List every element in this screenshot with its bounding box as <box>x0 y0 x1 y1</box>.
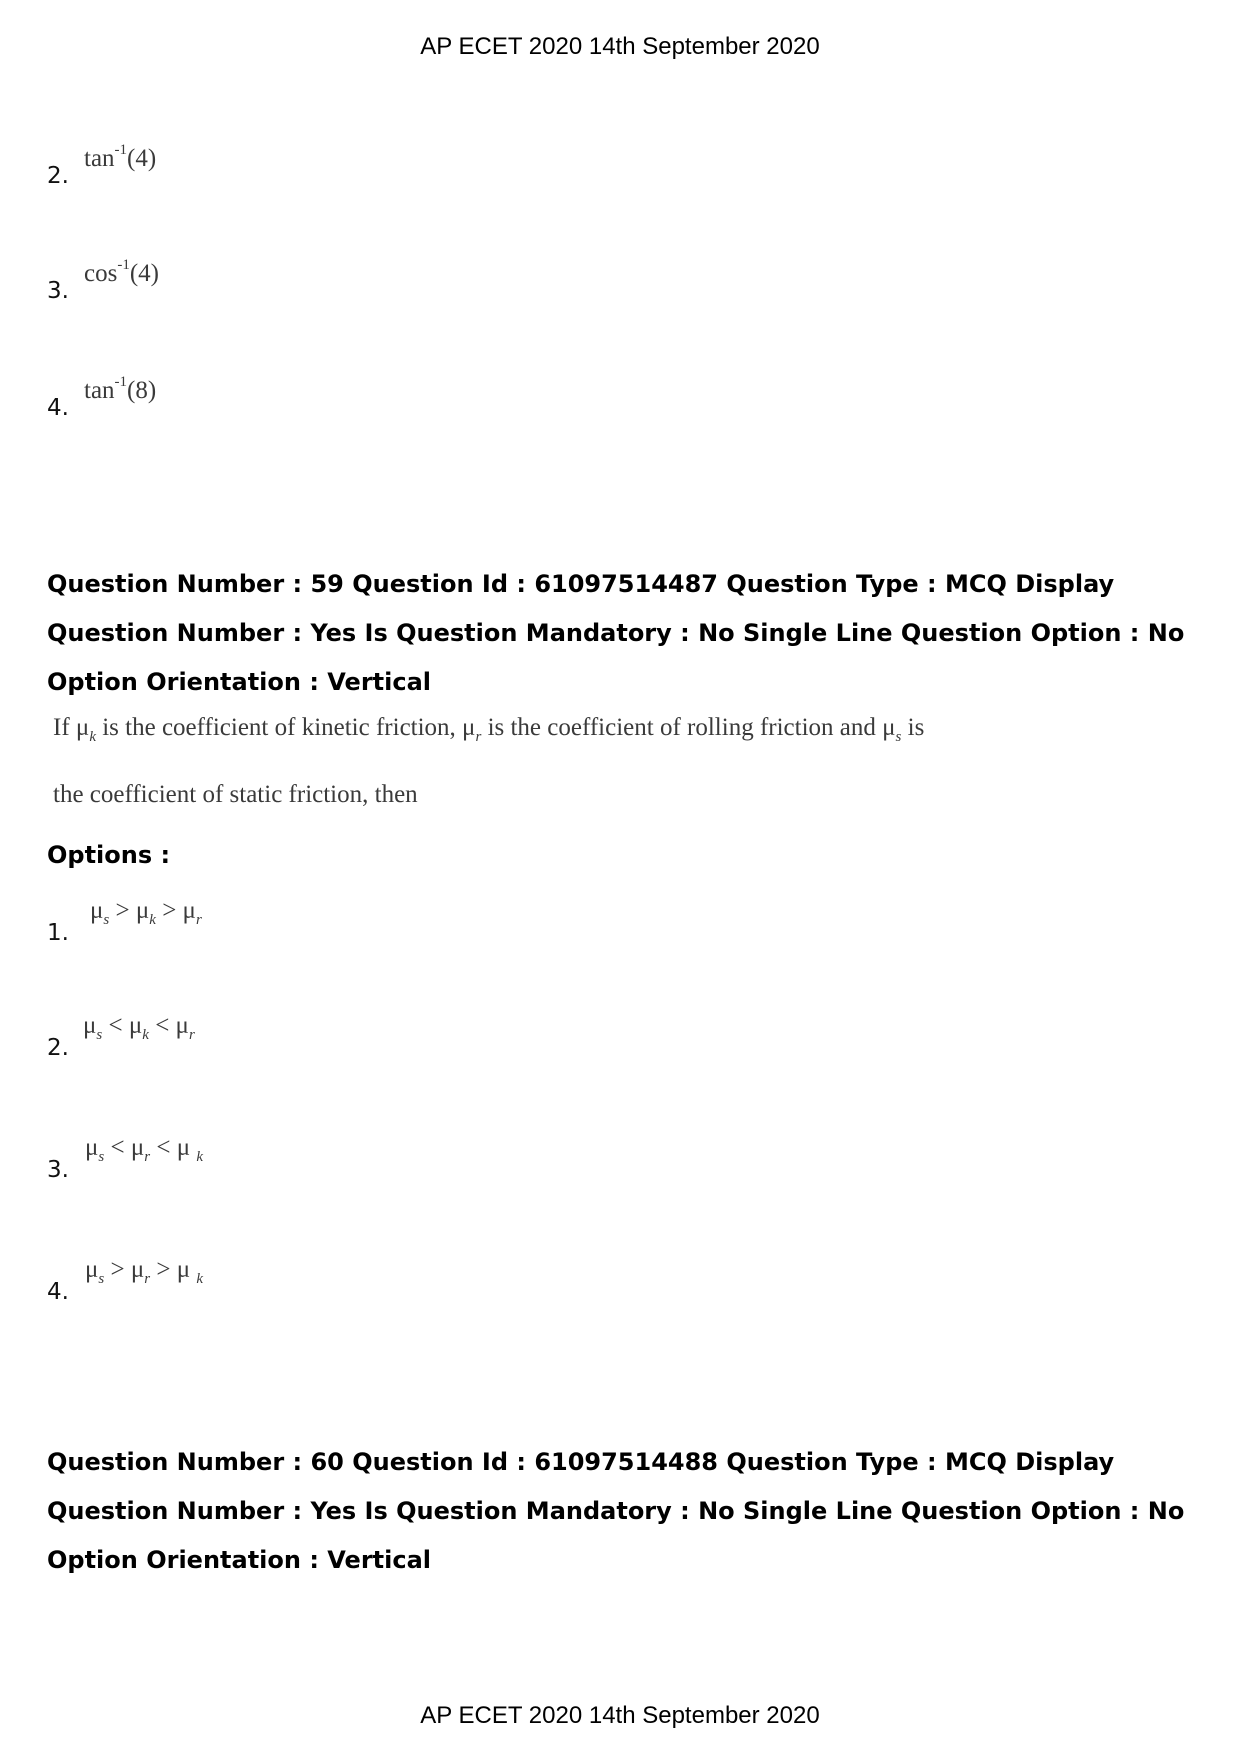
option-number: 3. <box>47 1157 69 1183</box>
page-footer: AP ECET 2020 14th September 2020 <box>420 1702 820 1729</box>
option-number: 2. <box>47 1035 69 1061</box>
option-number: 3. <box>47 278 69 304</box>
options-label: Options : <box>47 841 171 869</box>
option-formula: $\cos^{-1}(4)$ <box>84 257 159 287</box>
option-formula: $\mu_s < \mu_k < \mu_r$ <box>83 1012 195 1043</box>
question-59-text-line2: the coefficient of static friction, then <box>53 781 418 808</box>
option-number: 1. <box>47 920 69 946</box>
question-60-meta: Question Number : 60 Question Id : 61097514488 Question Type : MCQ Display Question Number : Yes Is Question Mandatory : No Single Line Question Option : No Option Orientation : Vertical <box>47 1448 1185 1574</box>
question-59-meta: Question Number : 59 Question Id : 61097514487 Question Type : MCQ Display Question Number : Yes Is Question Mandatory : No Single Line Question Option : No Option Orientation : Vertical <box>47 570 1185 696</box>
option-number: 4. <box>47 395 69 421</box>
page-header: AP ECET 2020 14th September 2020 <box>420 33 820 60</box>
option-formula: $\tan^{-1}(4)$ <box>84 142 157 172</box>
option-formula: $\mu_s < \mu_r < \mu$ $_k$ <box>85 1134 204 1165</box>
option-number: 2. <box>47 163 69 189</box>
option-formula: $\mu_s > \mu_r > \mu$ $_k$ <box>85 1256 204 1287</box>
question-59-text-line1: If $\mu_k$ is the coefficient of kinetic friction, $\mu_r$ is the coefficient of rolling friction and $\mu_s$ is <box>53 714 925 745</box>
option-formula: $\mu_s > \mu_k > \mu_r$ <box>90 897 202 928</box>
option-number: 4. <box>47 1279 69 1305</box>
option-formula: $\tan^{-1}(8)$ <box>84 374 157 404</box>
